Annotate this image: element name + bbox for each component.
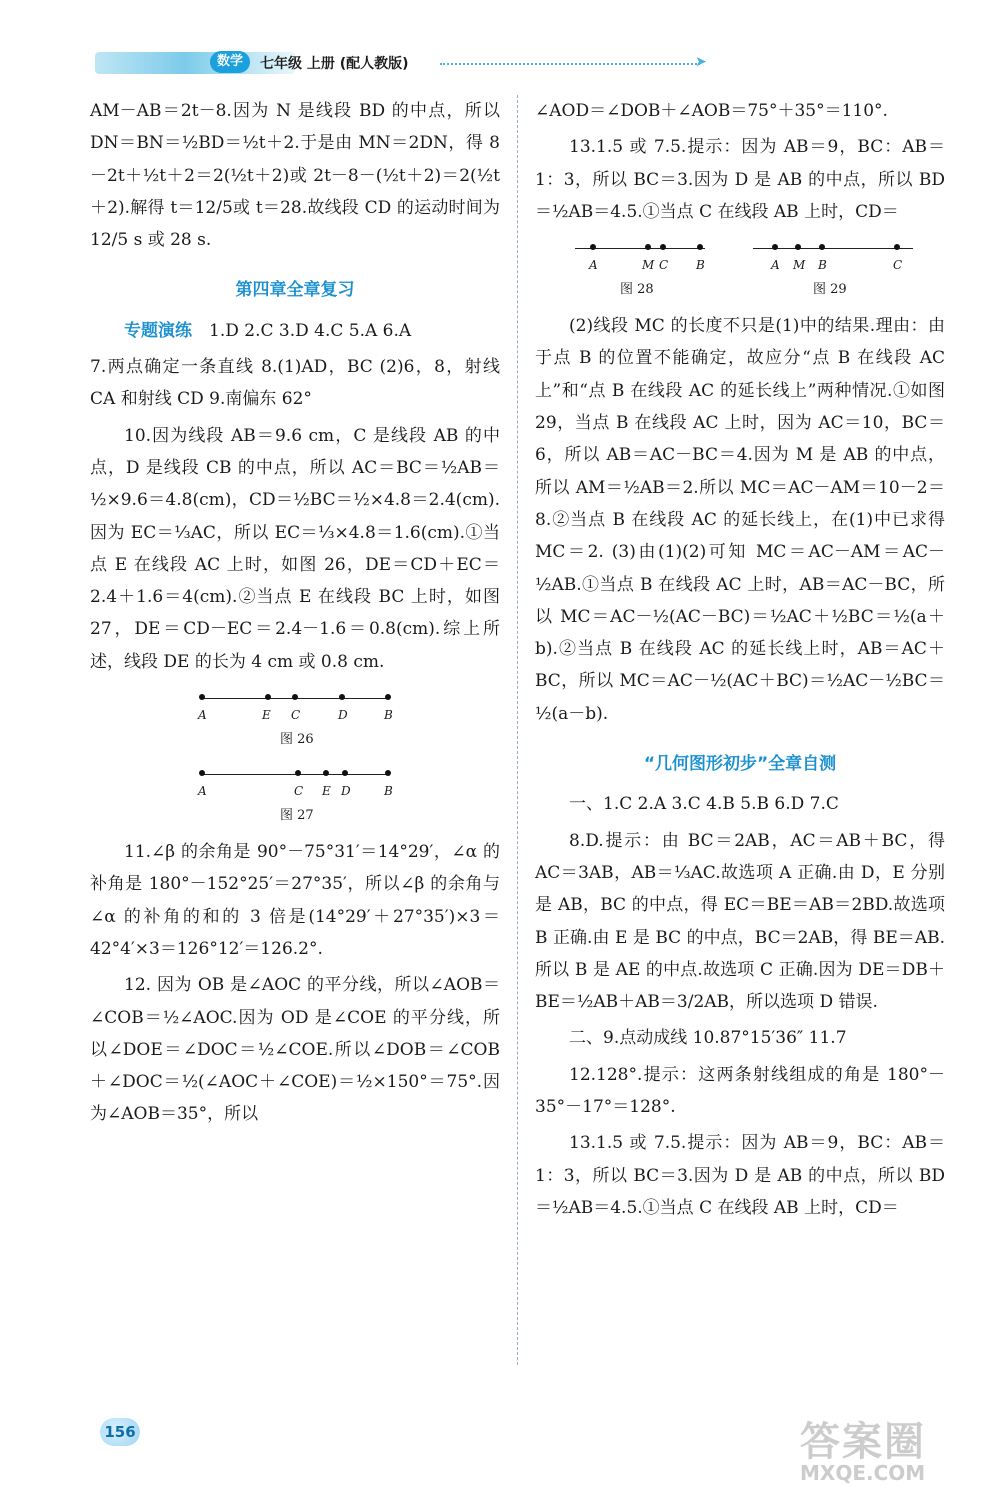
fig29-label: A xyxy=(771,258,780,273)
header-dots xyxy=(440,63,700,65)
page-header xyxy=(95,48,705,78)
question-13-part2: (2)线段 MC 的长度不只是(1)中的结果.理由：由于点 B 的位置不能确定，故应分“点 B 在线段 AC 上”和“点 B 在线段 AC 的延长线上”两种情况.①如图 29，当点 B 在线段 AC 上时，因为 AC＝10，BC＝6，所以 AB＝AC－BC＝4.因为 M 是 AB 的中点，所以 AM＝½AB＝2.所以 MC＝AC－AM＝10－2＝8.②当点 B 在线段 AC 的延长线上，在(1)中已求得 MC＝2. (3)由(1)(2)可知 MC＝AC－AM＝AC－½AB.①当点 B 在线段 AC 上时，AB＝AC－BC，所以 MC＝AC－½(AC－BC)＝½AC＋½BC＝½(a＋b).②当点 B 在线段 AC 的延长线上时，AB＝AC＋BC，所以 MC＝AC－½(AC＋BC)＝½AC－½BC＝½(a－b). xyxy=(535,316,945,724)
fig28-point xyxy=(590,244,596,250)
figures-28-29 xyxy=(535,234,945,304)
selftest-question-13: 13.1.5 或 7.5.提示：因为 AB＝9，BC：AB＝1：3，所以 BC＝3.因为 D 是 AB 的中点，所以 BD＝½AB＝4.5.①当点 C 在线段 AB 上时，CD＝ xyxy=(535,1133,945,1218)
right-column xyxy=(535,95,945,1228)
fig28-point xyxy=(645,244,651,250)
fig29-label: C xyxy=(893,258,903,273)
fig29-label: B xyxy=(818,258,827,273)
fig27-label: C xyxy=(294,784,304,799)
fig28-label: M xyxy=(642,258,655,273)
fig27-point xyxy=(342,770,348,776)
fig27-point xyxy=(199,770,205,776)
fig29-point xyxy=(894,244,900,250)
answers-line-1 xyxy=(90,315,500,347)
fig26-point xyxy=(265,694,271,700)
question-10: 10.因为线段 AB＝9.6 cm，C 是线段 AB 的中点，D 是线段 CB 的中点，所以 AC＝BC＝½AB＝½×9.6＝4.8(cm)，CD＝½BC＝½×4.8＝2.4(cm).因为 EC＝⅓AC，所以 EC＝⅓×4.8＝1.6(cm).①当点 E 在线段 AC 上时，如图 26，DE＝CD＋EC＝2.4＋1.6＝4(cm).②当点 E 在线段 BC 上时，如图 27，DE＝CD－EC＝2.4－1.6＝0.8(cm).综上所述，线段 DE 的长为 4 cm 或 0.8 cm. xyxy=(90,425,500,672)
fig27-point xyxy=(385,770,391,776)
answers-line-2: 7.两点确定一条直线 8.(1)AD，BC (2)6，8，射线 CA 和射线 CD 9.南偏东 62° xyxy=(90,357,500,410)
question-12: 12. 因为 OB 是∠AOC 的平分线，所以∠AOB＝∠COB＝½∠AOC.因为 OD 是∠COE 的平分线，所以∠DOE＝∠DOC＝½∠COE.所以∠DOB＝∠COB＋∠DOC＝½(∠AOC＋∠COE)＝½×150°＝75°.因为∠AOB＝35°，所以 xyxy=(90,975,500,1125)
right-paragraph-1: ∠AOD＝∠DOB＋∠AOB＝75°＋35°＝110°. xyxy=(535,101,888,121)
fig26-point xyxy=(292,694,298,700)
fig26-point xyxy=(199,694,205,700)
fig27-label: D xyxy=(341,784,351,799)
section-title-selftest: “几何图形初步”全章自测 xyxy=(643,754,837,775)
fig29-label: M xyxy=(793,258,806,273)
left-column xyxy=(90,95,500,1135)
label-topic-practice: 专题演练 xyxy=(124,320,192,341)
answers-part2: 二、9.点动成线 10.87°15′36″ 11.7 xyxy=(569,1028,847,1049)
fig28-caption: 图 28 xyxy=(620,282,654,298)
fig27-caption: 图 27 xyxy=(280,808,314,824)
fig28-point xyxy=(660,244,666,250)
fig27-point xyxy=(323,770,329,776)
question-11: 11.∠β 的余角是 90°－75°31′＝14°29′，∠α 的补角是 180°－152°25′＝27°35′，所以∠β 的余角与∠α 的补角的和的 3 倍是(14°29′＋27°35′)×3＝42°4′×3＝126°12′＝126.2°. xyxy=(90,842,500,959)
watermark-url: MXQE.COM xyxy=(800,1461,926,1485)
fig29-point xyxy=(772,244,778,250)
left-paragraph-1: AM－AB＝2t－8.因为 N 是线段 BD 的中点，所以 DN＝BN＝½BD＝½t＋2.于是由 MN＝2DN，得 8－2t＋½t＋2＝2(½t＋2)或 2t－8－(½t＋2)＝2(½t＋2).解得 t＝12/5或 t＝28.故线段 CD 的运动时间为12/5 s 或 28 s. xyxy=(90,101,500,251)
column-divider xyxy=(517,95,518,1365)
subject-badge: 数学 xyxy=(210,51,250,73)
fig28-point xyxy=(697,244,703,250)
fig28-label: A xyxy=(589,258,598,273)
fig26-label: C xyxy=(291,708,301,723)
fig29-point xyxy=(795,244,801,250)
answers-1: 1.D 2.C 3.D 4.C 5.A 6.A xyxy=(209,320,412,341)
fig26-point xyxy=(385,694,391,700)
page-number: 156 xyxy=(100,1418,140,1446)
watermark xyxy=(800,1410,926,1485)
fig28-label: B xyxy=(696,258,705,273)
fig26-caption: 图 26 xyxy=(280,732,314,748)
answers-part1: 一、1.C 2.A 3.C 4.B 5.B 6.D 7.C xyxy=(569,794,839,815)
fig26-label: D xyxy=(338,708,348,723)
fig26-point xyxy=(339,694,345,700)
fig29-caption: 图 29 xyxy=(813,282,847,298)
fig27-point xyxy=(295,770,301,776)
arrow-icon: ➤ xyxy=(695,54,707,70)
question-8: 8.D.提示：由 BC＝2AB，AC＝AB＋BC，得 AC＝3AB，AB＝⅓AC.故选项 A 正确.由 D，E 分别是 AB，BC 的中点，得 EC＝BE＝AB＝2BD.故选项 B 正确.由 E 是 BC 的中点，BC＝2AB，得 BE＝AB.所以 B 是 AE 的中点.故选项 C 正确.因为 DE＝DB＋BE＝½AB＋AB＝3/2AB，所以选项 D 错误. xyxy=(535,830,945,1013)
watermark-logo: 答案圈 xyxy=(800,1419,926,1465)
figure-27 xyxy=(90,760,500,830)
fig29-point xyxy=(819,244,825,250)
fig27-label: A xyxy=(198,784,207,799)
selftest-question-12: 12.128°.提示：这两条射线组成的角是 180°－35°－17°＝128°. xyxy=(535,1064,945,1118)
fig28-label: C xyxy=(659,258,669,273)
section-title-ch4: 第四章全章复习 xyxy=(235,280,355,301)
fig26-label: A xyxy=(198,708,207,723)
fig26-label: E xyxy=(262,708,271,723)
question-13-part1: 13.1.5 或 7.5.提示：因为 AB＝9，BC：AB＝1：3，所以 BC＝3.因为 D 是 AB 的中点，所以 BD＝½AB＝4.5.①当点 C 在线段 AB 上时，CD＝ xyxy=(535,137,945,222)
figure-26 xyxy=(90,684,500,754)
fig27-label: E xyxy=(322,784,331,799)
fig26-label: B xyxy=(384,708,393,723)
fig27-label: B xyxy=(384,784,393,799)
header-title: 七年级 上册 (配人教版) xyxy=(260,56,409,72)
